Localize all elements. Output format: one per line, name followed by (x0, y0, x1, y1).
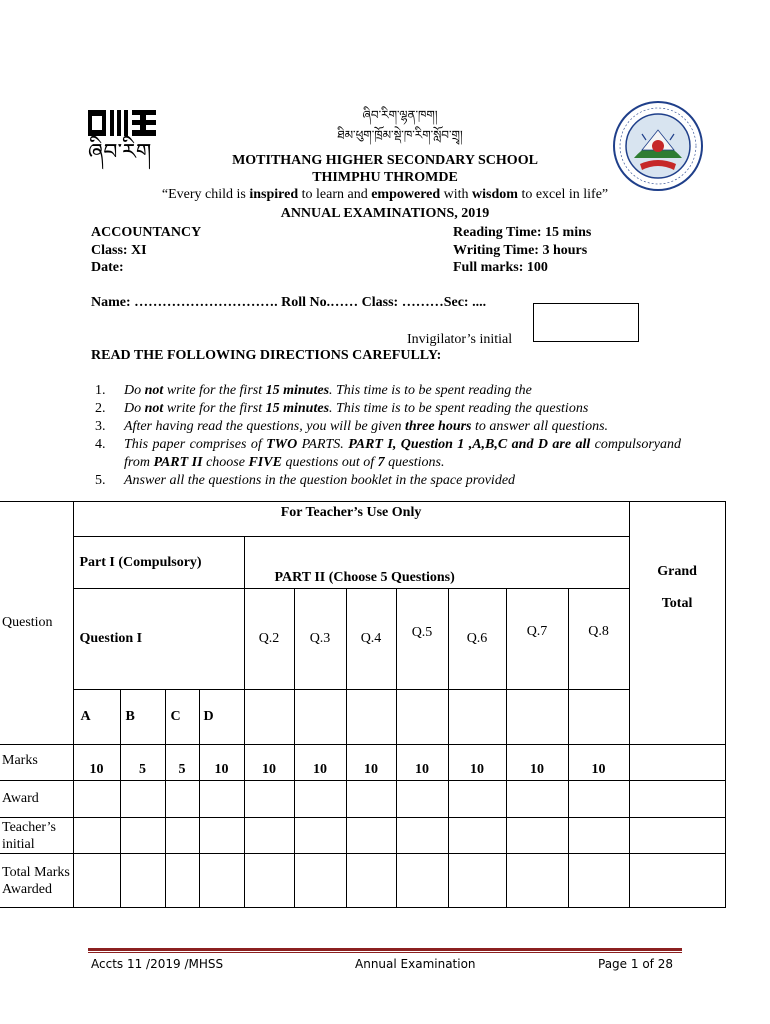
total-cell[interactable] (448, 854, 506, 908)
total-cell[interactable] (120, 854, 165, 908)
marks-cell: 10 (73, 745, 120, 781)
teacher-initial-label: Teacher’s initial (0, 818, 73, 854)
marks-cell: 10 (448, 745, 506, 781)
award-cell[interactable] (396, 781, 448, 818)
writing-time: Writing Time: 3 hours (453, 243, 588, 258)
award-cell[interactable] (73, 781, 120, 818)
marks-table (0, 501, 726, 908)
footer-rule-thin (88, 952, 682, 953)
initial-cell[interactable] (506, 818, 568, 854)
list-item: 3. After having read the questions, you will be given three hours to answer all questions. (95, 419, 609, 434)
sub-c-header: C (165, 690, 199, 745)
list-item: 1. Do not write for the first 15 minutes. This time is to be spent reading the (95, 383, 532, 398)
total-cell[interactable] (506, 854, 568, 908)
footer-rule (88, 948, 682, 951)
total-awarded-label: Total Marks Awarded (0, 854, 73, 908)
question1-header: Question I (73, 589, 244, 690)
reading-time: Reading Time: 15 mins (453, 225, 592, 240)
directions-title: READ THE FOLLOWING DIRECTIONS CAREFULLY: (91, 348, 442, 363)
invigilator-initial-label: Invigilator’s initial (407, 332, 513, 347)
candidate-details-line[interactable]: Name: …………………………. Roll No.…… Class: ………Sec: .... (91, 295, 487, 310)
total-cell[interactable] (165, 854, 199, 908)
table-row (0, 745, 725, 781)
award-cell[interactable] (120, 781, 165, 818)
list-item: 4. This paper comprises of TWO PARTS. PART I, Question 1 ,A,B,C and D are all compulsoryand from PART II choose FIVE questions out of 7 questions. (95, 437, 681, 470)
award-cell[interactable] (568, 781, 629, 818)
q7-header: Q.7 (506, 589, 568, 690)
subject: ACCOUNTANCY (91, 225, 202, 240)
award-cell[interactable] (165, 781, 199, 818)
total-cell[interactable] (199, 854, 244, 908)
initial-cell[interactable] (199, 818, 244, 854)
grand-total-header: Grand Total (629, 502, 725, 745)
class: Class: XI (91, 243, 147, 258)
invigilator-initial-box[interactable] (533, 303, 639, 342)
marks-cell: 5 (120, 745, 165, 781)
sub-b-header: B (120, 690, 165, 745)
tibetan-heading-1: ཞིབ་རིག་ལྷན་ཁག། (362, 108, 438, 122)
initial-cell[interactable] (244, 818, 294, 854)
sub-a-header: A (73, 690, 120, 745)
q2-header: Q.2 (244, 589, 294, 690)
q5-header: Q.5 (396, 589, 448, 690)
table-row (0, 854, 725, 908)
total-cell[interactable] (629, 854, 725, 908)
q4-header: Q.4 (346, 589, 396, 690)
q3-header: Q.3 (294, 589, 346, 690)
q6-header: Q.6 (448, 589, 506, 690)
award-label: Award (0, 781, 73, 818)
initial-cell[interactable] (73, 818, 120, 854)
award-cell[interactable] (199, 781, 244, 818)
total-cell[interactable] (568, 854, 629, 908)
footer-left: Accts 11 /2019 /MHSS (91, 957, 224, 971)
list-item: 5. Answer all the questions in the question booklet in the space provided (95, 473, 516, 488)
initial-cell[interactable] (629, 818, 725, 854)
award-cell[interactable] (244, 781, 294, 818)
footer-page-number: Page 1 of 28 (598, 957, 673, 971)
ministry-emblem-icon (88, 108, 158, 138)
school-name: MOTITHANG HIGHER SECONDARY SCHOOL (232, 153, 538, 168)
award-cell[interactable] (294, 781, 346, 818)
total-cell[interactable] (73, 854, 120, 908)
table-row (0, 781, 725, 818)
initial-cell[interactable] (568, 818, 629, 854)
sub-d-header: D (199, 690, 244, 745)
ministry-logo-text: ཞིབ་རིག (88, 140, 152, 165)
initial-cell[interactable] (346, 818, 396, 854)
question-header: Question (0, 502, 73, 745)
q8-header: Q.8 (568, 589, 629, 690)
marks-cell: 10 (396, 745, 448, 781)
award-cell[interactable] (346, 781, 396, 818)
date: Date: (91, 260, 124, 275)
initial-cell[interactable] (294, 818, 346, 854)
marks-cell: 5 (165, 745, 199, 781)
marks-cell: 10 (346, 745, 396, 781)
footer-center: Annual Examination (355, 957, 476, 971)
marks-cell: 10 (244, 745, 294, 781)
marks-cell: 10 (294, 745, 346, 781)
initial-cell[interactable] (165, 818, 199, 854)
total-cell[interactable] (396, 854, 448, 908)
award-cell[interactable] (629, 781, 725, 818)
marks-cell: 10 (568, 745, 629, 781)
initial-cell[interactable] (396, 818, 448, 854)
school-motto: “Every child is inspired to learn and empowered with wisdom to excel in life” (161, 187, 609, 202)
marks-cell: 10 (199, 745, 244, 781)
total-cell[interactable] (244, 854, 294, 908)
initial-cell[interactable] (448, 818, 506, 854)
award-cell[interactable] (448, 781, 506, 818)
award-cell[interactable] (506, 781, 568, 818)
teacher-use-header: For Teacher’s Use Only (73, 502, 629, 537)
part1-header: Part I (Compulsory) (73, 537, 244, 589)
tibetan-heading-2: ཐིམ་ཕུག་ཁྲོམ་སྡེ་ཁ་རིག་སློབ་གྲྭ། (337, 128, 463, 142)
directions-list (91, 382, 681, 490)
exam-title: ANNUAL EXAMINATIONS, 2019 (280, 206, 490, 221)
list-item: 2. Do not write for the first 15 minutes. This time is to be spent reading the questions (95, 401, 589, 416)
total-cell[interactable] (346, 854, 396, 908)
marks-cell: 10 (506, 745, 568, 781)
full-marks: Full marks: 100 (453, 260, 548, 275)
school-location: THIMPHU THROMDE (312, 170, 458, 185)
initial-cell[interactable] (120, 818, 165, 854)
marks-label: Marks (0, 745, 73, 781)
total-cell[interactable] (294, 854, 346, 908)
part2-header: PART II (Choose 5 Questions) (244, 537, 629, 589)
table-row (0, 818, 725, 854)
